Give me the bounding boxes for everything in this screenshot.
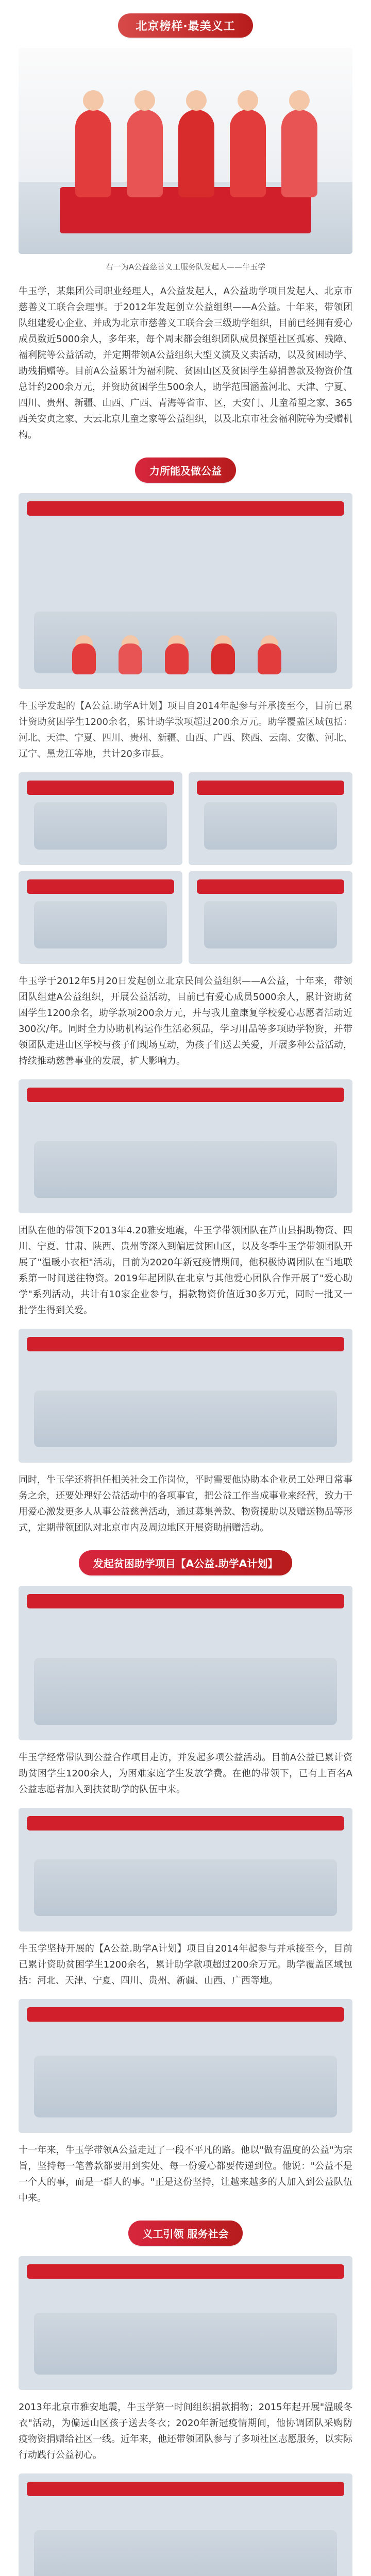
paragraph-3: 团队在他的带领下2013年4.20雅安地震，牛玉学带领团队在芦山县捐助物资、四川、宁夏、甘肃、陕西、贵州等深入到偏远贫困山区，以及冬季牛玉学带领团队开展了"温暖小衣柜"活动，目前为2020年新冠疫情期间，他积极协调团队在当地联系第一时间送往物资。2019年起团队在北京与其他爱心团队合作开展了"爱心助学"系列活动，共计有10家企业参与，捐款物资价值近30多万元，同时一批又一批学生得到关爱。 — [19, 1225, 352, 1316]
paragraph-4: 同时，牛玉学还将担任相关社会工作岗位，平时需要他协助本企业员工处理日常事务之余，还要处理好公益活动中的各项事宜，把公益工作当成事业来经营，致力于用爱心激发更多人从事公益慈善活动，通过募集善款、物资援助以及赠送物品等形式，定期带领团队对北京市内及周边地区开展资助捐赠活动。 — [19, 1475, 352, 1533]
mid-photo-2 — [19, 1329, 352, 1463]
photo-body-4 — [211, 643, 235, 674]
mid-photo-4 — [19, 1999, 352, 2133]
mid-photo-5-banner — [27, 2482, 344, 2496]
grid-photo-4 — [189, 871, 352, 964]
section-3-header — [19, 2221, 352, 2246]
mid-photo-1-banner — [27, 1088, 344, 1102]
photo-grid-1 — [19, 772, 352, 964]
photo-body-3 — [165, 643, 189, 674]
section-3-photo — [19, 2256, 352, 2390]
paragraph-8: 2013年北京市雅安地震，牛玉学第一时间组织捐款捐物；2015年起开展"温暖冬衣"活动，为偏远山区孩子送去冬衣；2020年新冠疫情期间，他协调团队采购防疫物资捐赠给社区一线。近年来，他还带领团队参与了多项社区志愿服务，以实际行动践行公益初心。 — [19, 2402, 352, 2461]
mid-photo-4-banner — [27, 2007, 344, 2022]
mid-photo-4-group — [34, 2056, 337, 2117]
hero-caption: 右一为A公益慈善义工服务队发起人——牛玉学 — [105, 262, 266, 272]
paragraph-2: 牛玉学于2012年5月20日发起创立北京民间公益组织——A公益，十年来，带领团队组建A公益组织，开展公益活动，目前已有爱心成员5000余人，累计资助贫困学生1200余名，助学款项200余万元，并与我儿童康复学校爱心志愿者活动近300次/年。同时全力协助机构运作生活必须品，学习用品等多项助学物资，并带领团队走进山区学校与孩子们现场互动，为孩子们送去关爱，开展多种公益活动，持续推动慈善事业的发展，扩大影响力。 — [19, 976, 352, 1066]
grid-photo-1-banner — [27, 781, 174, 795]
grid-photo-3-group — [34, 901, 167, 948]
grid-photo-4-group — [204, 901, 337, 948]
photo-body-1 — [72, 643, 96, 674]
paragraph-6: 牛玉学坚持开展的【A公益.助学A计划】项目自2014年起参与并承接至今，目前已累计资助贫困学生1200余名，累计助学款项超过200余万元。助学覆盖区域包括：河北、天津、宁夏、四川、贵州、新疆、山西、广西等地。 — [19, 1943, 352, 1986]
paragraph-5: 牛玉学经常带队到公益合作项目走访，并发起多项公益活动。目前A公益已累计资助贫困学生1200余人，为困难家庭学生发放学费。在他的带领下，已有上百名A公益志愿者加入到扶贫助学的队伍中来。 — [19, 1752, 352, 1795]
grid-photo-2-group — [204, 802, 337, 850]
mid-photo-3-group — [34, 1859, 337, 1916]
section-1-photo — [19, 493, 352, 689]
section-1-title: 力所能及做公益 — [135, 457, 236, 483]
photo-body-5 — [258, 643, 281, 674]
section-2-header — [19, 1550, 352, 1575]
section-2-photo-banner — [27, 1594, 344, 1608]
photo-banner — [27, 501, 344, 516]
mid-photo-3-banner — [27, 1816, 344, 1831]
grid-photo-1-group — [34, 802, 167, 850]
grid-photo-4-banner — [197, 879, 344, 894]
grid-photo-2 — [189, 772, 352, 865]
paragraph-1: 牛玉学发起的【A公益.助学A计划】项目自2014年起参与并承接至今，目前已累计资助贫困学生1200余名，累计助学款项超过200余万元。助学覆盖区域包括：河北、天津、宁夏、四川、贵州、新疆、山西、广西、陕西、云南、安徽、河北、辽宁、黑龙江等地，共计20多市县。 — [19, 701, 352, 759]
grid-photo-2-banner — [197, 781, 344, 795]
hero-person-3 — [178, 110, 214, 197]
hero-person-4 — [230, 110, 266, 197]
section-2-photo-group — [34, 1658, 337, 1725]
hero-photo — [19, 48, 352, 254]
hero-person-2 — [127, 110, 163, 197]
page-title: 北京榜样·最美义工 — [118, 13, 252, 38]
section-2-photo — [19, 1586, 352, 1740]
hero-person-5 — [281, 110, 317, 197]
photo-body-2 — [119, 643, 142, 674]
hero-person-1 — [75, 110, 111, 197]
grid-photo-3 — [19, 871, 182, 964]
paragraph-7: 十一年来，牛玉学带领A公益走过了一段不平凡的路。他以"做有温度的公益"为宗旨，坚持每一笔善款都要用到实处、每一份爱心都要传递到位。他说："公益不是一个人的事，而是一群人的事。"正是这份坚持，让越来越多的人加入到公益队伍中来。 — [19, 2145, 352, 2204]
section-1-header — [19, 457, 352, 483]
section-2-title: 发起贫困助学项目【A公益.助学A计划】 — [79, 1550, 293, 1575]
mid-photo-1 — [19, 1079, 352, 1213]
mid-photo-3 — [19, 1808, 352, 1931]
section-3-photo-group — [34, 2313, 337, 2375]
mid-photo-2-banner — [27, 1337, 344, 1351]
mid-photo-5 — [19, 2473, 352, 2576]
mid-photo-5-group — [34, 2530, 337, 2576]
section-3-photo-banner — [27, 2264, 344, 2279]
grid-photo-3-banner — [27, 879, 174, 894]
header — [19, 13, 352, 38]
mid-photo-2-group — [34, 1391, 337, 1447]
section-3-title: 义工引领 服务社会 — [128, 2221, 243, 2246]
mid-photo-1-group — [34, 1141, 337, 1198]
intro-paragraph: 牛玉学，某集团公司职业经理人，A公益发起人，A公益助学项目发起人、北京市慈善义工联合会理事。于2012年发起创立公益组织——A公益。十年来，带领团队组建爱心企业、并成为北京市慈善义工联合会三级助学组织，目前已经拥有爱心成员数近5000余人，多年来，每个周末都会组织团队成员探望社区孤寡、残障、福利院等公益活动，并定期带领A公益组织大型义演及义卖活动，以及贫困助学、助残捐赠等。目前A公益累计为福利院、贫困山区及贫困学生募捐善款及物资价值总计约200余万元，并资助贫困学生500余人，助学范围涵盖河北、天津、宁夏、四川、贵州、新疆、山西、广西、青海等省市、区，天安门、儿童希望之家、365西关安贞之家、天云北京儿童之家等公益组织，以及北京市社会福利院等为受赠机构。 — [19, 286, 352, 440]
grid-photo-1 — [19, 772, 182, 865]
